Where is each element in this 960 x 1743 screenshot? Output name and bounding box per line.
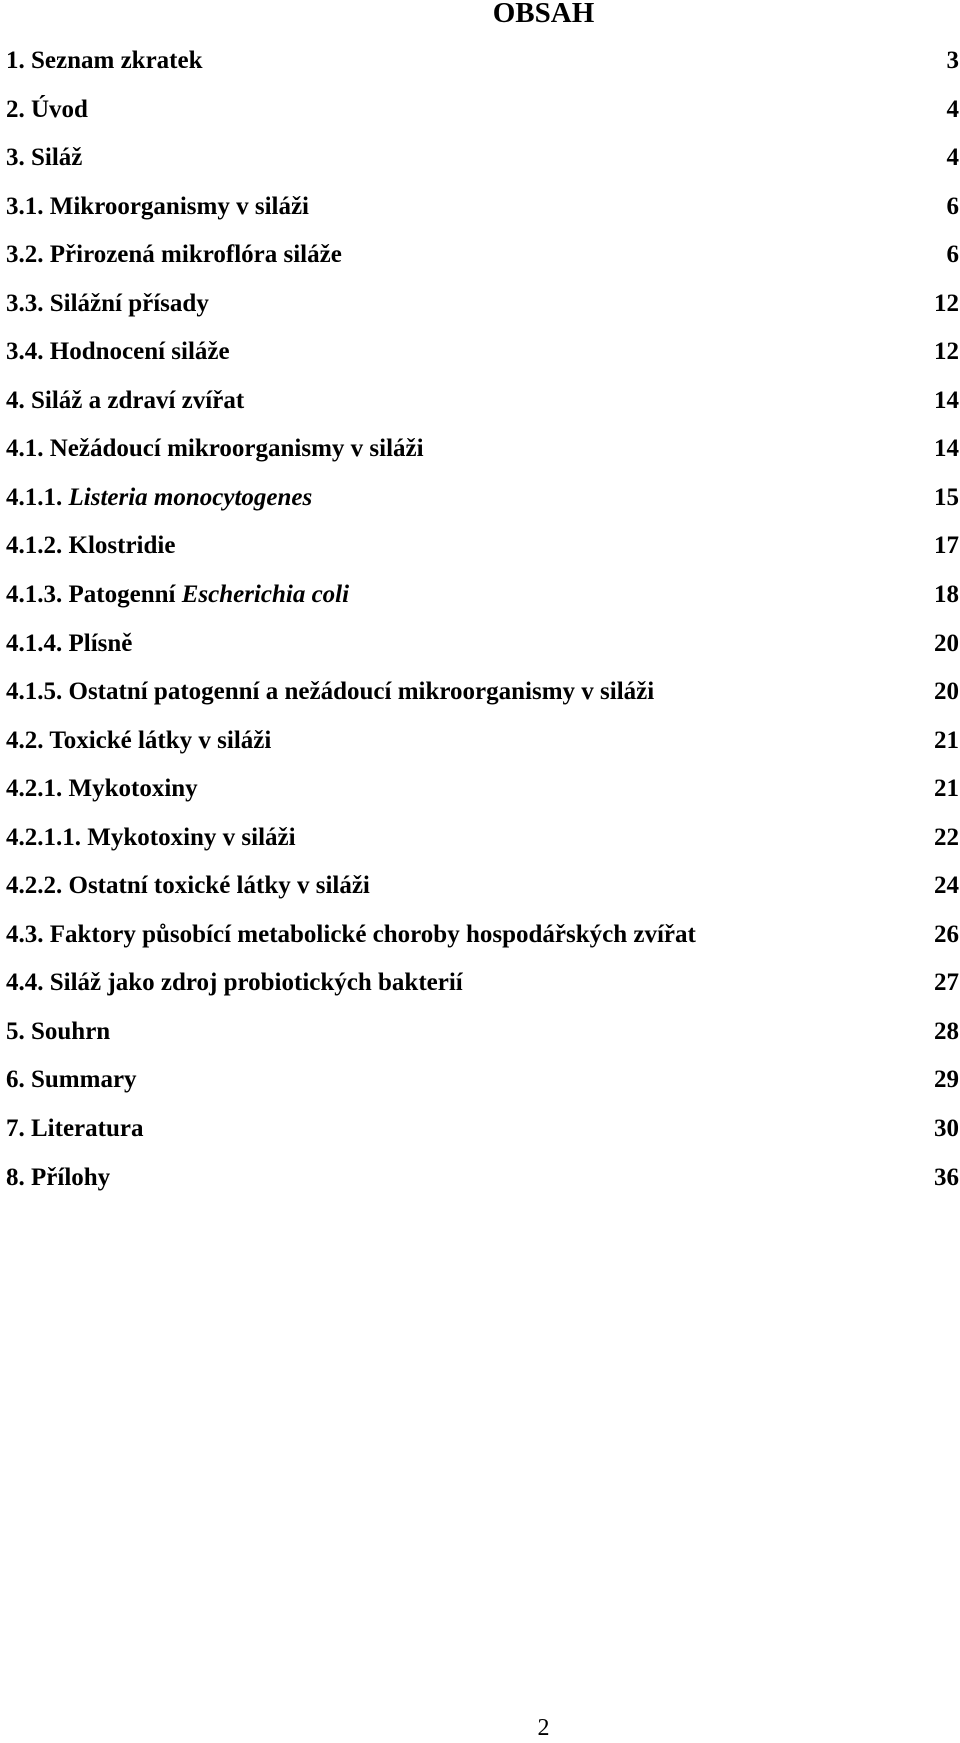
toc-entry-title: Siláž [31,144,83,172]
toc-entry-page: 18 [934,581,959,609]
toc-entry-title: Summary [31,1066,137,1094]
toc-entry-number: 4.4. [6,969,44,997]
toc-entry-title: Siláž a zdraví zvířat [31,386,245,414]
toc-entry-number: 4. [6,386,25,414]
toc-entry-number: 7. [6,1115,25,1143]
toc-entry[interactable] [6,429,959,478]
toc-entry[interactable] [6,41,959,90]
toc-entry-page: 24 [934,872,959,900]
toc-entry-number: 4.2. [6,726,44,754]
toc-entry[interactable] [6,138,959,187]
toc-entry-label [6,526,175,566]
toc-entry-title: Mykotoxiny v siláži [87,823,296,851]
toc-entry-page: 6 [946,241,959,269]
toc-entry-number: 3.3. [6,289,44,317]
page-number: 2 [537,1715,550,1741]
toc-entry[interactable] [6,90,959,139]
toc-entry-page: 30 [934,1115,959,1143]
toc-entry-label [6,478,312,518]
toc-entry-title: Souhrn [31,1017,111,1045]
toc-entry-label [6,41,203,81]
toc-entry-page: 22 [934,823,959,851]
toc-entry[interactable] [6,1012,959,1061]
toc-entry-number: 4.1.5. [6,678,63,706]
toc-entry-page: 12 [934,289,959,317]
toc-entry[interactable] [6,769,959,818]
toc-entry-title: Mikroorganismy v siláži [49,192,310,220]
toc-entry-title: Literatura [31,1115,144,1143]
toc-entry-page: 21 [934,726,959,754]
toc-entry[interactable] [6,478,959,527]
toc-entry-page: 36 [934,1163,959,1191]
toc-entry-title: Nežádoucí mikroorganismy v siláži [49,435,424,463]
toc-entry-label [6,235,342,275]
toc-entry-page: 20 [934,678,959,706]
toc-entry-title: Toxické látky v siláži [49,726,272,754]
toc-entry-number: 4.2.2. [6,872,63,900]
toc-entry-page: 21 [934,775,959,803]
toc-entry[interactable] [6,526,959,575]
toc-entry[interactable] [6,235,959,284]
toc-entry-number: 5. [6,1017,25,1045]
toc-entry-number: 2. [6,95,25,123]
toc-entry-number: 1. [6,47,25,74]
toc-entry-page: 14 [934,386,959,414]
toc-entry[interactable] [6,1109,959,1158]
toc-entry-number: 3.4. [6,338,44,366]
toc-entry-label [6,624,132,664]
toc-entry-page: 28 [934,1017,959,1045]
toc-entry-label [6,381,244,421]
toc-entry-label [6,672,654,712]
toc-entry-title: Silážní přísady [49,289,209,317]
toc-entry-title: Hodnocení siláže [49,338,230,366]
toc-entry-label [6,429,424,469]
toc-entry-number: 4.1.1. [6,483,63,511]
toc-entry-number: 4.3. [6,920,44,948]
toc-entry-page: 26 [934,920,959,948]
toc-entry[interactable] [6,187,959,236]
toc-entry[interactable] [6,1060,959,1109]
toc-entry-title-italic: Escherichia coli [181,581,350,609]
toc-entry-number: 4.2.1.1. [6,823,81,851]
toc-entry-number: 4.1.2. [6,532,63,560]
toc-entry-title: Přílohy [31,1163,111,1191]
toc-entry-title-italic: Listeria monocytogenes [68,483,313,511]
toc-entry-label [6,575,349,615]
toc-entry-number: 4.1.4. [6,629,63,657]
toc-entry-page: 6 [946,192,959,220]
toc-entry[interactable] [6,624,959,673]
toc-entry-label [6,915,696,955]
toc-entry-label [6,1158,110,1198]
toc-entry-title: Faktory působící metabolické choroby hospodářských zvířat [49,920,696,948]
toc-entry[interactable] [6,818,959,867]
toc-entry-label [6,187,309,227]
toc-entry[interactable] [6,1158,959,1207]
toc-entry-title: Úvod [31,95,88,123]
toc-entry-label [6,769,198,809]
toc-entry-page: 14 [934,435,959,463]
toc-entry-title: Siláž jako zdroj probiotických bakterií [49,969,463,997]
toc-entry[interactable] [6,866,959,915]
toc-entry-title: Patogenní [68,581,176,609]
toc-entry-page: 4 [946,95,959,123]
toc-entry-label [6,1109,143,1149]
toc-entry-page: 3 [946,47,959,74]
toc-entry-page: 15 [934,483,959,511]
toc-entry-number: 3.2. [6,241,44,269]
toc-entry[interactable] [6,575,959,624]
toc-entry-label [6,1012,110,1052]
toc-entry-number: 3.1. [6,192,44,220]
toc-entry-title: Přirozená mikroflóra siláže [49,241,342,269]
toc-entry-page: 4 [946,144,959,172]
toc-entry-page: 17 [934,532,959,560]
toc-entry[interactable] [6,915,959,964]
table-of-contents [6,41,959,1206]
toc-entry-title: Ostatní patogenní a nežádoucí mikroorganismy v siláži [68,678,655,706]
toc-entry-title: Seznam zkratek [31,47,203,74]
toc-entry-label [6,284,209,324]
toc-entry-title: Mykotoxiny [68,775,198,803]
toc-entry[interactable] [6,721,959,770]
toc-entry-label [6,963,463,1003]
toc-entry-label [6,721,271,761]
toc-entry[interactable] [6,284,959,333]
toc-entry-number: 6. [6,1066,25,1094]
toc-entry[interactable] [6,963,959,1012]
toc-entry-page: 29 [934,1066,959,1094]
toc-entry-number: 4.1. [6,435,44,463]
toc-entry-page: 12 [934,338,959,366]
toc-entry-label [6,1060,137,1100]
toc-entry[interactable] [6,672,959,721]
toc-entry-number: 3. [6,144,25,172]
toc-entry-page: 27 [934,969,959,997]
page-title: OBSAH [492,0,595,29]
toc-entry-title: Ostatní toxické látky v siláži [68,872,370,900]
toc-entry-label [6,138,82,178]
toc-entry[interactable] [6,332,959,381]
toc-entry[interactable] [6,381,959,430]
toc-entry-number: 4.1.3. [6,581,63,609]
toc-entry-page: 20 [934,629,959,657]
toc-entry-label [6,90,88,130]
toc-entry-title: Klostridie [68,532,176,560]
toc-entry-label [6,818,296,858]
toc-entry-label [6,866,370,906]
toc-entry-number: 4.2.1. [6,775,63,803]
toc-entry-title: Plísně [68,629,133,657]
toc-entry-label [6,332,230,372]
toc-entry-number: 8. [6,1163,25,1191]
